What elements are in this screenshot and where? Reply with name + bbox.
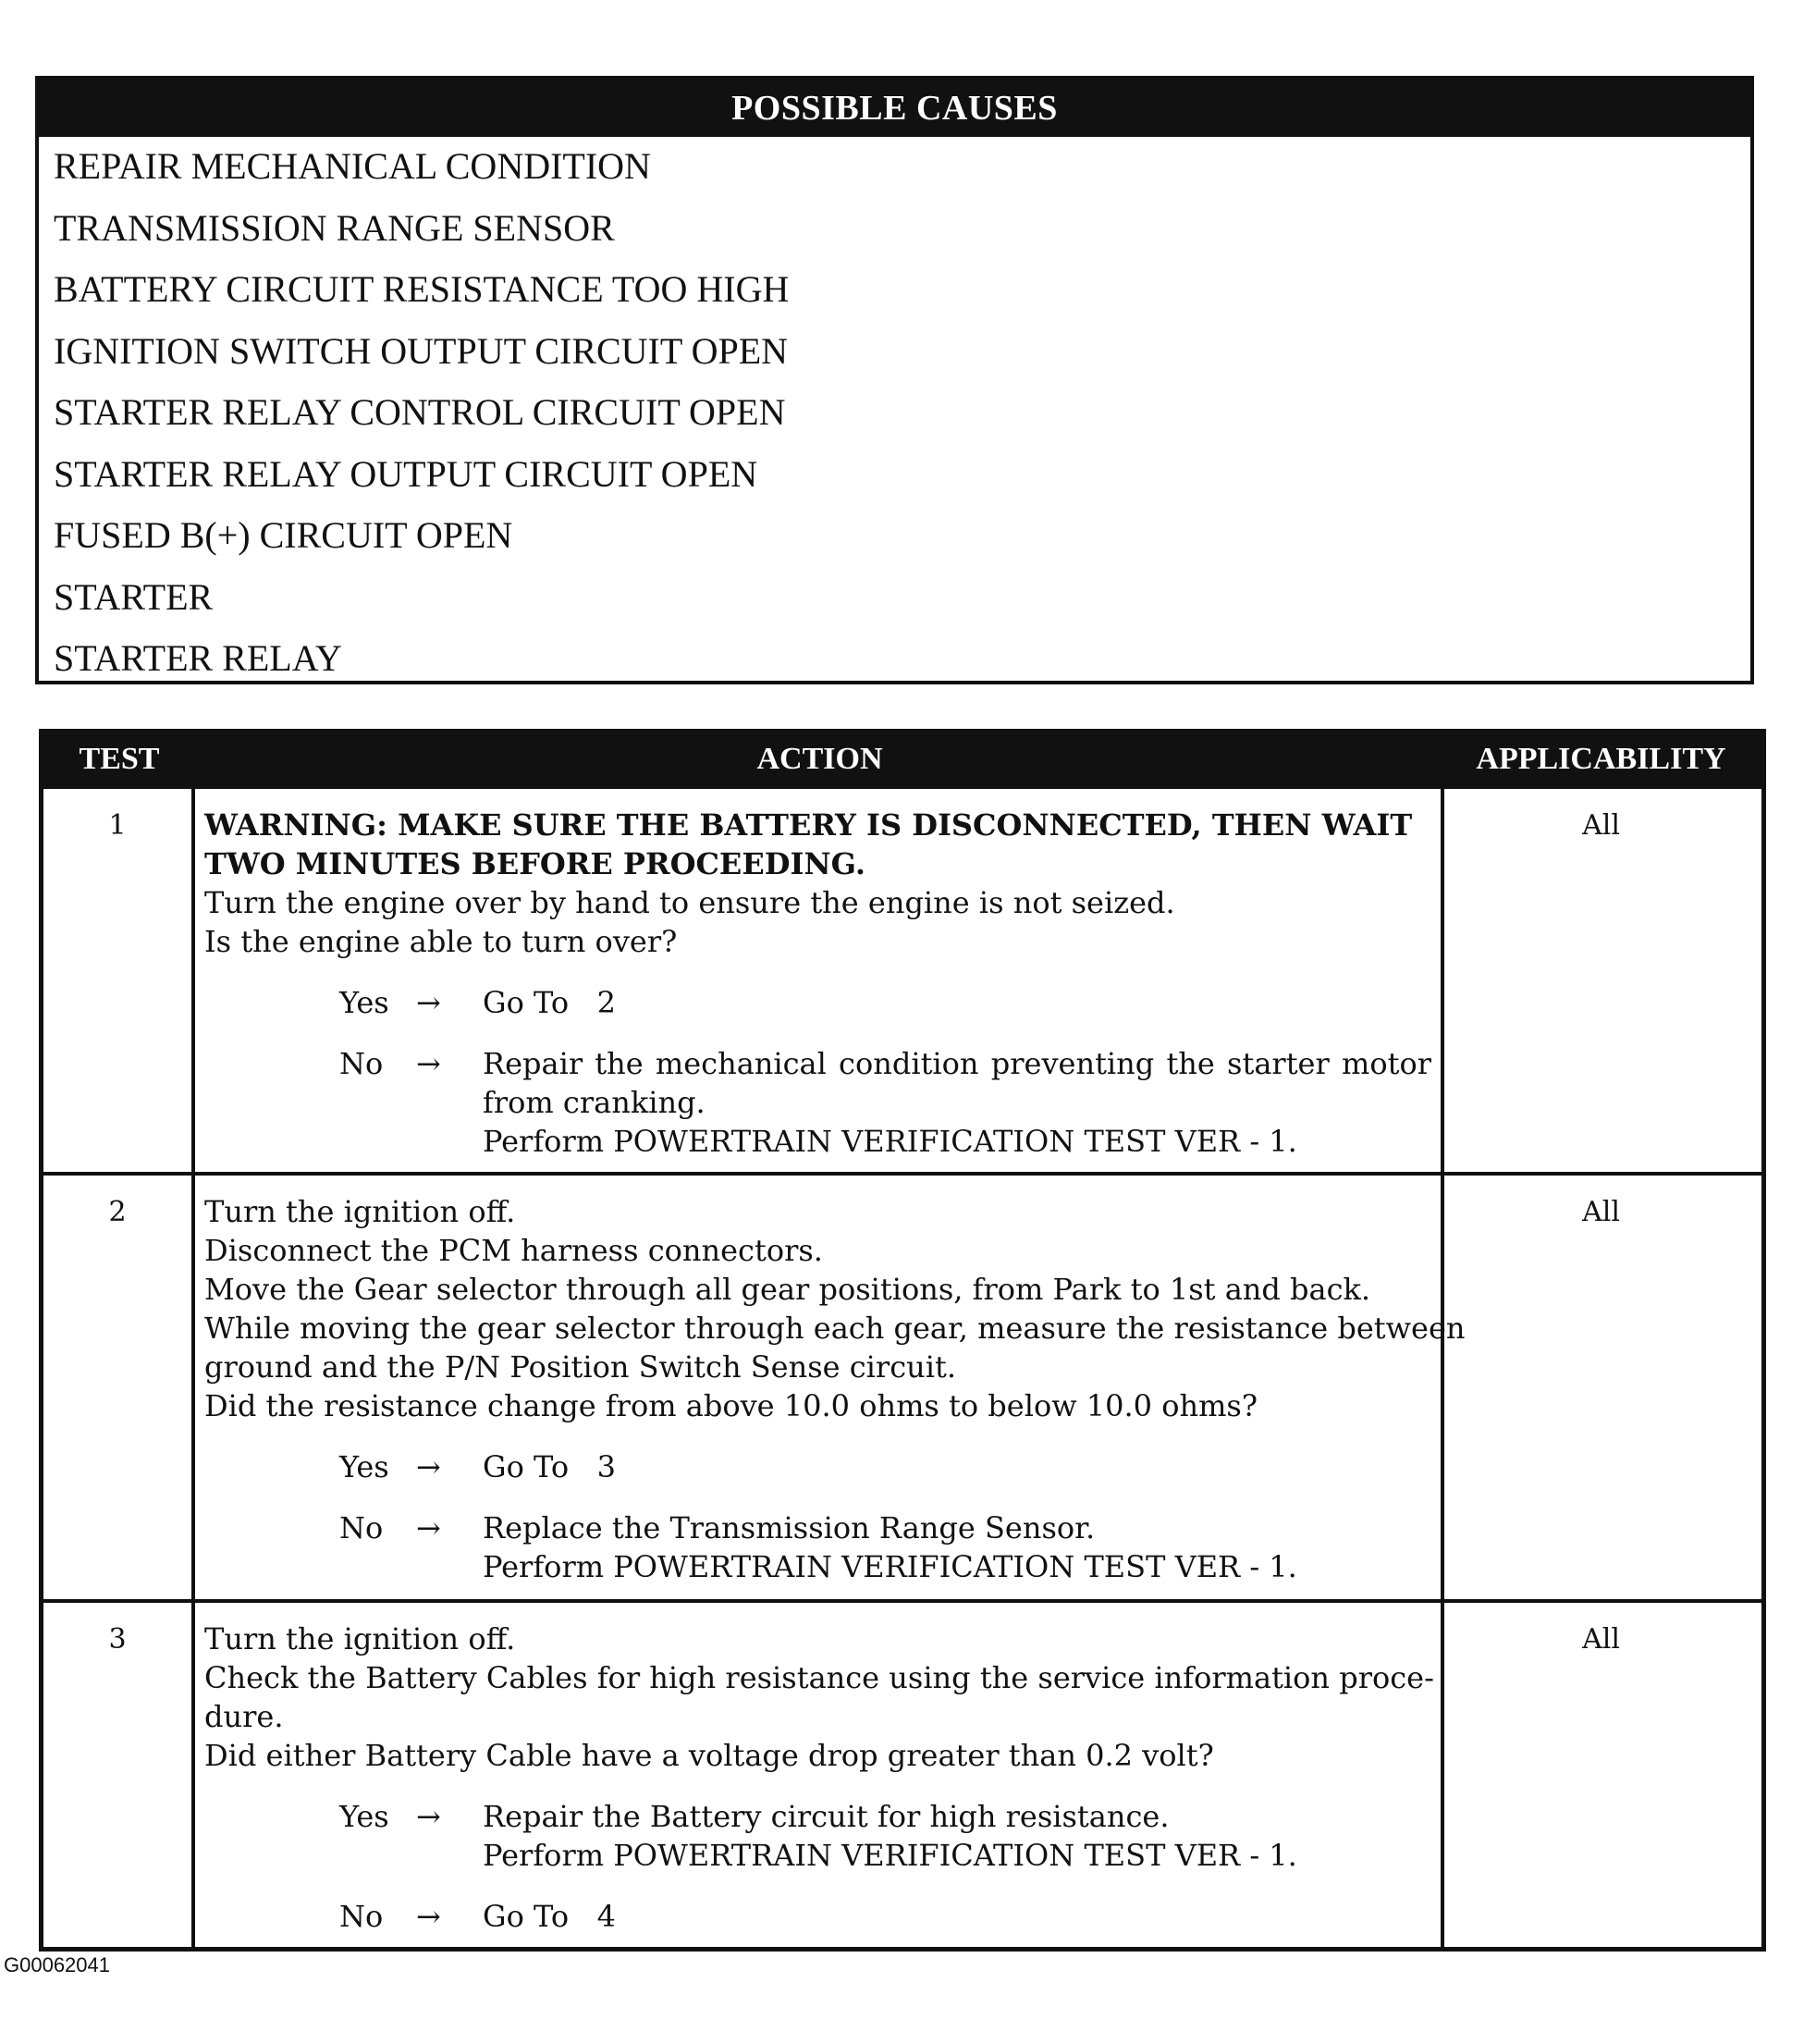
- warning-text: WARNING: MAKE SURE THE BATTERY IS DISCONNECTED, THEN WAIT: [204, 807, 1413, 843]
- header-applicability: APPLICABILITY: [1476, 742, 1726, 776]
- arrow-icon: →: [416, 985, 441, 1020]
- no-outcome: [204, 1508, 1431, 1586]
- figure-code: G00062041: [4, 1953, 110, 1976]
- no-label: No: [339, 1046, 384, 1081]
- arrow-icon: →: [416, 1046, 441, 1081]
- no-text: [483, 1897, 1431, 1936]
- outcomes: [204, 1797, 1431, 1936]
- yes-text: [483, 983, 1431, 1022]
- cause-item: TRANSMISSION RANGE SENSOR: [54, 206, 615, 249]
- arrow-icon: →: [416, 1899, 441, 1934]
- cause-item: STARTER RELAY CONTROL CIRCUIT OPEN: [54, 391, 786, 433]
- yes-label: Yes: [339, 985, 389, 1020]
- outcome-line: Replace the Transmission Range Sensor.: [483, 1510, 1096, 1545]
- yes-outcome: [204, 1447, 1431, 1486]
- cause-item: BATTERY CIRCUIT RESISTANCE TOO HIGH: [54, 268, 790, 310]
- outcomes: [204, 983, 1431, 1161]
- test-number: 3: [43, 1603, 195, 1947]
- action-line: Turn the ignition off.: [204, 1194, 516, 1229]
- cause-item: IGNITION SWITCH OUTPUT CIRCUIT OPEN: [54, 329, 789, 372]
- warning-text: TWO MINUTES BEFORE PROCEEDING.: [204, 846, 865, 881]
- outcome-line: Repair the Battery circuit for high resistance.: [483, 1799, 1170, 1834]
- yes-text: [483, 1797, 1431, 1875]
- possible-causes-list: [39, 137, 1750, 698]
- test-row-1: [43, 785, 1761, 1172]
- yes-label: Yes: [339, 1799, 389, 1834]
- arrow-icon: →: [416, 1799, 441, 1834]
- test-action: [195, 1603, 1444, 1947]
- action-line: Did either Battery Cable have a voltage drop greater than 0.2 volt?: [204, 1738, 1214, 1773]
- action-line: Disconnect the PCM harness connectors.: [204, 1233, 823, 1268]
- outcome-line: Go To 3: [483, 1449, 616, 1484]
- test-row-3: [43, 1599, 1761, 1947]
- action-line: Turn the engine over by hand to ensure the engine is not seized.: [204, 885, 1175, 920]
- no-text: [483, 1508, 1431, 1586]
- yes-outcome: [204, 1797, 1431, 1875]
- outcomes: [204, 1447, 1431, 1586]
- test-row-2: [43, 1172, 1761, 1599]
- test-number: 2: [43, 1176, 195, 1599]
- no-outcome: [204, 1044, 1431, 1161]
- cause-item: FUSED B(+) CIRCUIT OPEN: [54, 514, 513, 556]
- outcome-line: Perform POWERTRAIN VERIFICATION TEST VER - 1.: [483, 1124, 1297, 1159]
- test-applicability: All: [1582, 1196, 1620, 1228]
- no-outcome: [204, 1897, 1431, 1936]
- cause-item: STARTER RELAY: [54, 637, 342, 679]
- cause-item: STARTER: [54, 575, 214, 618]
- test-applicability: All: [1582, 1623, 1620, 1656]
- outcome-line: Repair the mechanical condition preventing the starter motor: [483, 1046, 1431, 1081]
- yes-outcome: [204, 983, 1431, 1022]
- no-label: No: [339, 1510, 384, 1545]
- outcome-line: from cranking.: [483, 1085, 706, 1120]
- no-label: No: [339, 1899, 384, 1934]
- action-line: Did the resistance change from above 10.0 ohms to below 10.0 ohms?: [204, 1388, 1258, 1423]
- action-line: Check the Battery Cables for high resistance using the service information proce-: [204, 1660, 1434, 1695]
- test-table: [39, 729, 1766, 1952]
- header-test: TEST: [79, 742, 160, 776]
- action-line: While moving the gear selector through each gear, measure the resistance between: [204, 1311, 1466, 1346]
- no-text: [483, 1044, 1431, 1161]
- action-line: dure.: [204, 1699, 284, 1734]
- yes-label: Yes: [339, 1449, 389, 1484]
- header-action: ACTION: [756, 742, 883, 776]
- possible-causes-box: [35, 76, 1754, 684]
- test-action: [195, 789, 1444, 1172]
- arrow-icon: →: [416, 1449, 441, 1484]
- action-line: Move the Gear selector through all gear positions, from Park to 1st and back.: [204, 1272, 1371, 1307]
- arrow-icon: →: [416, 1510, 441, 1545]
- action-line: Is the engine able to turn over?: [204, 924, 678, 959]
- possible-causes-header: POSSIBLE CAUSES: [39, 80, 1750, 137]
- cause-item: REPAIR MECHANICAL CONDITION: [54, 145, 651, 187]
- yes-text: [483, 1447, 1431, 1486]
- outcome-line: Go To 2: [483, 985, 616, 1020]
- outcome-line: Perform POWERTRAIN VERIFICATION TEST VER - 1.: [483, 1549, 1297, 1584]
- action-line: Turn the ignition off.: [204, 1621, 516, 1656]
- test-number: 1: [43, 789, 195, 1172]
- test-action: [195, 1176, 1466, 1599]
- outcome-line: Perform POWERTRAIN VERIFICATION TEST VER - 1.: [483, 1838, 1297, 1873]
- action-line: ground and the P/N Position Switch Sense circuit.: [204, 1349, 956, 1385]
- test-table-header: [43, 733, 1761, 785]
- cause-item: STARTER RELAY OUTPUT CIRCUIT OPEN: [54, 452, 758, 495]
- outcome-line: Go To 4: [483, 1899, 616, 1934]
- test-applicability: All: [1582, 809, 1620, 842]
